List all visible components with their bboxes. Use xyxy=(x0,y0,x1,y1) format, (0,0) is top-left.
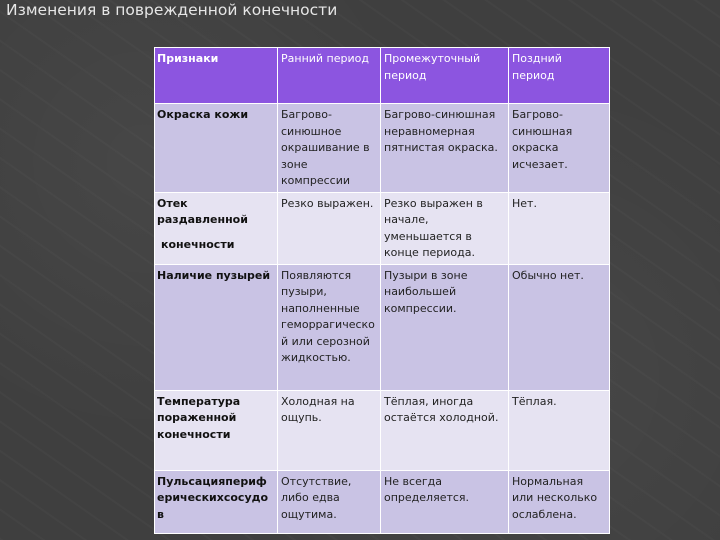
row-sign-edema xyxy=(155,192,278,264)
cell-early: Появляются пузыри, наполненные геморрагической или серозной жидкостью. xyxy=(278,264,381,390)
table-row xyxy=(155,470,610,533)
cell-late: Обычно нет. xyxy=(509,264,610,390)
cell-late: Тёплая. xyxy=(509,390,610,470)
row-sign-temperature: Температура пораженной конечности xyxy=(155,390,278,470)
slide-title: Изменения в поврежденной конечности xyxy=(6,1,338,19)
row-sign-edema-line2: конечности xyxy=(161,237,235,251)
header-signs: Признаки xyxy=(155,48,278,104)
row-sign-edema-line1: Отек раздавленной xyxy=(157,196,248,226)
cell-middle: Пузыри в зоне наибольшей компрессии. xyxy=(381,264,509,390)
limb-changes-table xyxy=(154,47,609,520)
cell-early: Багрово-синюшное окрашивание в зоне компрессии xyxy=(278,104,381,193)
cell-late: Нет. xyxy=(509,192,610,264)
row-sign-pulsation: Пульсацияпериферическихсосудов xyxy=(155,470,278,533)
cell-middle: Не всегда определяется. xyxy=(381,470,509,533)
cell-middle: Тёплая, иногда остаётся холодной. xyxy=(381,390,509,470)
cell-early: Резко выражен. xyxy=(278,192,381,264)
table-row xyxy=(155,104,610,193)
header-middle-period: Промежуточный период xyxy=(381,48,509,104)
table-row xyxy=(155,264,610,390)
table-header-row xyxy=(155,48,610,104)
row-sign-skin-color: Окраска кожи xyxy=(155,104,278,193)
header-late-period: Поздний период xyxy=(509,48,610,104)
cell-late: Багрово-синюшная окраска исчезает. xyxy=(509,104,610,193)
cell-early: Отсутствие, либо едва ощутима. xyxy=(278,470,381,533)
cell-late: Нормальная или несколько ослаблена. xyxy=(509,470,610,533)
table-row xyxy=(155,390,610,470)
row-sign-blisters: Наличие пузырей xyxy=(155,264,278,390)
cell-middle: Резко выражен в начале, уменьшается в конце периода. xyxy=(381,192,509,264)
table-row xyxy=(155,192,610,264)
header-early-period: Ранний период xyxy=(278,48,381,104)
cell-middle: Багрово-синюшная неравномерная пятнистая окраска. xyxy=(381,104,509,193)
cell-early: Холодная на ощупь. xyxy=(278,390,381,470)
